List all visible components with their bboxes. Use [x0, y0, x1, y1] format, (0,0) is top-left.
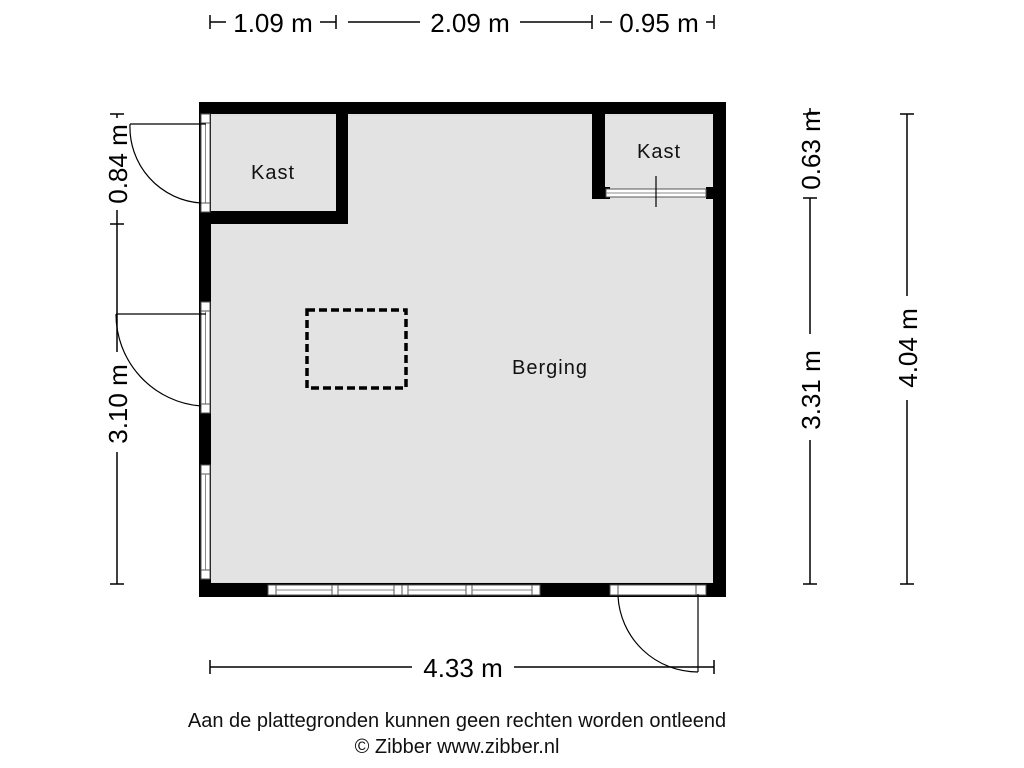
left-wall-windows: [201, 114, 210, 579]
dim-bottom: 4.33 m: [423, 653, 503, 683]
dim-top-1: 1.09 m: [233, 8, 313, 38]
dim-right-total: 4.04 m: [893, 308, 923, 388]
bottom-wall-windows: [268, 585, 706, 595]
door-swing-left-upper: [130, 124, 206, 203]
dimension-top: [210, 8, 714, 38]
footer-disclaimer: Aan de plattegronden kunnen geen rechten worden ontleend: [187, 710, 727, 732]
door-swing-bottom: [618, 594, 698, 672]
dimension-left: [103, 114, 133, 584]
room-label-berging: Berging: [512, 357, 588, 379]
dimension-bottom: [210, 653, 714, 683]
dimension-right-inner: [796, 108, 826, 584]
room-label-kast-left: Kast: [250, 162, 296, 184]
room-label-kast-right: Kast: [636, 141, 682, 163]
dim-left-upper: 0.84 m: [103, 124, 133, 204]
dim-top-2: 2.09 m: [430, 8, 510, 38]
footer-copyright: © Zibber www.zibber.nl: [354, 736, 560, 758]
dim-left-lower: 3.10 m: [103, 364, 133, 444]
dim-right-lower: 3.31 m: [796, 350, 826, 430]
dimension-right-outer: [893, 114, 923, 584]
dim-right-upper: 0.63 m: [796, 110, 826, 190]
dim-top-3: 0.95 m: [619, 8, 699, 38]
